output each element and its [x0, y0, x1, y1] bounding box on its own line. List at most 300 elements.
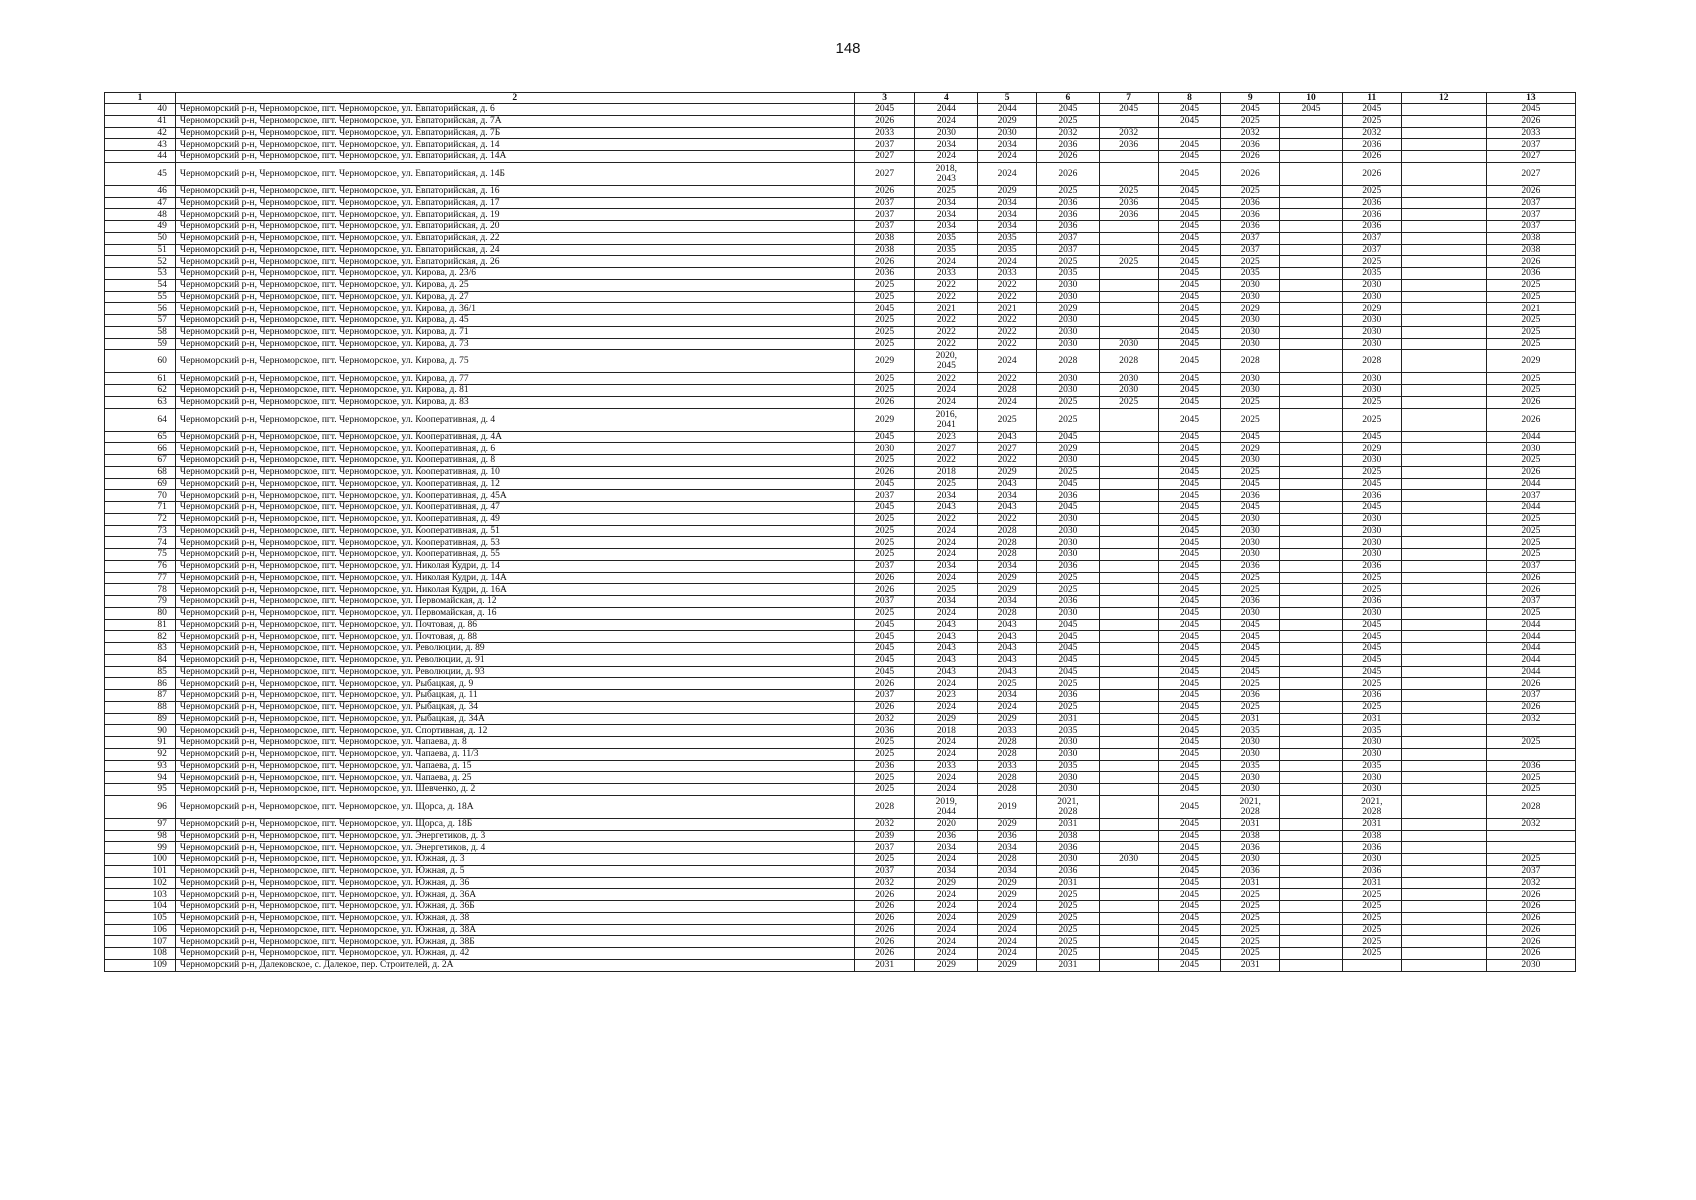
year-cell: 2030	[1037, 607, 1100, 619]
table-row	[105, 830, 1576, 842]
year-cell	[1401, 748, 1486, 760]
address-cell: Черноморский р-н, Черноморское, пгт. Черноморское, ул. Революции, д. 91	[175, 654, 854, 666]
year-cell: 2045	[854, 478, 915, 490]
year-cell: 2029	[915, 959, 978, 971]
year-cell: 2035	[1342, 725, 1401, 737]
year-cell	[1280, 784, 1343, 796]
year-cell: 2025	[1342, 408, 1401, 431]
row-number-cell: 56	[105, 303, 176, 315]
year-cell: 2045	[1221, 478, 1280, 490]
address-cell: Черноморский р-н, Черноморское, пгт. Черноморское, ул. Кооперативная, д. 4А	[175, 431, 854, 443]
year-cell: 2022	[915, 338, 978, 350]
year-cell: 2030	[1342, 385, 1401, 397]
year-cell: 2035	[1037, 725, 1100, 737]
year-cell: 2036	[1037, 490, 1100, 502]
year-cell: 2025	[854, 385, 915, 397]
year-cell	[1280, 115, 1343, 127]
year-cell: 2045	[1158, 408, 1221, 431]
year-cell	[1280, 408, 1343, 431]
year-cell	[1401, 443, 1486, 455]
year-cell	[1099, 537, 1158, 549]
year-cell: 2028	[978, 854, 1037, 866]
year-cell: 2030	[1221, 385, 1280, 397]
row-number-cell: 80	[105, 607, 176, 619]
year-cell	[1280, 139, 1343, 151]
address-cell: Черноморский р-н, Черноморское, пгт. Черноморское, ул. Евпаторийская, д. 14А	[175, 151, 854, 163]
year-cell: 2045	[1158, 666, 1221, 678]
year-cell	[1280, 549, 1343, 561]
year-cell: 2025	[1342, 256, 1401, 268]
year-cell: 2043	[978, 502, 1037, 514]
row-number-cell: 59	[105, 338, 176, 350]
year-cell: 2038	[1221, 830, 1280, 842]
year-cell	[1099, 784, 1158, 796]
year-cell: 2025	[1342, 466, 1401, 478]
column-header: 8	[1158, 93, 1221, 104]
year-cell	[1099, 959, 1158, 971]
year-cell: 2045	[1158, 221, 1221, 233]
year-cell: 2022	[978, 326, 1037, 338]
year-cell: 2029	[978, 713, 1037, 725]
year-cell	[1099, 690, 1158, 702]
year-cell	[1401, 209, 1486, 221]
year-cell	[1486, 748, 1575, 760]
table-row	[105, 232, 1576, 244]
year-cell	[1280, 854, 1343, 866]
year-cell: 2024	[978, 948, 1037, 960]
year-cell	[1099, 303, 1158, 315]
year-cell	[1401, 338, 1486, 350]
table-row	[105, 221, 1576, 233]
year-cell: 2031	[1037, 959, 1100, 971]
year-cell: 2034	[978, 842, 1037, 854]
year-cell: 2029	[978, 572, 1037, 584]
year-cell: 2036	[854, 725, 915, 737]
year-cell: 2038	[1486, 232, 1575, 244]
year-cell	[1280, 466, 1343, 478]
year-cell: 2025	[1037, 901, 1100, 913]
year-cell: 2030	[1037, 279, 1100, 291]
year-cell	[1099, 877, 1158, 889]
year-cell	[1099, 654, 1158, 666]
address-cell: Черноморский р-н, Черноморское, пгт. Черноморское, ул. Южная, д. 42	[175, 948, 854, 960]
year-cell	[1401, 197, 1486, 209]
year-line: 2019,	[935, 796, 958, 807]
year-cell: 2034	[978, 560, 1037, 572]
year-cell	[1401, 912, 1486, 924]
row-number-cell: 84	[105, 654, 176, 666]
year-cell	[1099, 549, 1158, 561]
year-cell	[1099, 795, 1158, 818]
year-cell: 2045	[854, 431, 915, 443]
year-cell: 2025	[1486, 772, 1575, 784]
year-cell: 2035	[1342, 268, 1401, 280]
year-cell: 2031	[1342, 713, 1401, 725]
year-cell: 2024	[915, 784, 978, 796]
year-cell: 2029	[1037, 303, 1100, 315]
year-cell: 2044	[1486, 654, 1575, 666]
year-cell: 2026	[1486, 572, 1575, 584]
year-cell: 2045	[1221, 643, 1280, 655]
year-cell	[1280, 315, 1343, 327]
year-cell: 2032	[1099, 127, 1158, 139]
year-cell	[1486, 842, 1575, 854]
address-cell: Черноморский р-н, Черноморское, пгт. Черноморское, ул. Почтовая, д. 88	[175, 631, 854, 643]
year-cell: 2034	[915, 560, 978, 572]
year-cell	[1401, 232, 1486, 244]
year-cell: 2031	[1037, 877, 1100, 889]
year-cell: 2024	[978, 162, 1037, 185]
table-row	[105, 525, 1576, 537]
year-cell	[1280, 901, 1343, 913]
year-cell: 2034	[915, 221, 978, 233]
year-cell	[1280, 197, 1343, 209]
year-cell: 2045	[1342, 643, 1401, 655]
year-cell: 2025	[1486, 607, 1575, 619]
year-cell: 2036	[854, 760, 915, 772]
year-cell: 2045	[1221, 619, 1280, 631]
address-cell: Черноморский р-н, Черноморское, пгт. Черноморское, ул. Революции, д. 93	[175, 666, 854, 678]
year-cell: 2045	[1342, 654, 1401, 666]
year-cell: 2030	[1342, 748, 1401, 760]
year-cell	[1280, 795, 1343, 818]
year-cell: 2032	[854, 877, 915, 889]
year-cell: 2025	[1037, 466, 1100, 478]
year-cell	[1099, 619, 1158, 631]
year-cell: 2032	[1342, 127, 1401, 139]
year-cell: 2036	[1037, 560, 1100, 572]
year-cell: 2036	[1221, 139, 1280, 151]
year-cell	[1099, 912, 1158, 924]
year-cell	[1401, 631, 1486, 643]
year-cell: 2036	[1342, 209, 1401, 221]
year-cell	[1401, 959, 1486, 971]
year-cell: 2036	[1342, 560, 1401, 572]
year-cell: 2043	[915, 643, 978, 655]
year-cell: 2030	[1342, 784, 1401, 796]
table-row	[105, 513, 1576, 525]
year-cell	[1401, 162, 1486, 185]
year-cell: 2034	[978, 209, 1037, 221]
table-row	[105, 560, 1576, 572]
year-cell: 2028	[978, 607, 1037, 619]
year-cell: 2030	[1037, 737, 1100, 749]
year-cell: 2037	[1342, 232, 1401, 244]
year-cell: 2045	[1037, 643, 1100, 655]
year-cell: 2025	[854, 748, 915, 760]
year-cell	[1280, 373, 1343, 385]
table-row	[105, 443, 1576, 455]
year-cell	[1280, 232, 1343, 244]
year-cell: 2030	[1037, 549, 1100, 561]
year-cell: 2025	[1342, 115, 1401, 127]
year-cell: 2032	[854, 818, 915, 830]
year-cell	[1280, 478, 1343, 490]
page-number: 148	[835, 40, 861, 57]
year-cell	[1099, 315, 1158, 327]
row-number-cell: 94	[105, 772, 176, 784]
year-cell	[915, 408, 978, 431]
table-row	[105, 959, 1576, 971]
year-cell: 2036	[1099, 139, 1158, 151]
year-cell: 2025	[1486, 315, 1575, 327]
year-cell	[1401, 315, 1486, 327]
year-cell: 2031	[1342, 818, 1401, 830]
year-cell: 2045	[1158, 443, 1221, 455]
address-cell: Черноморский р-н, Черноморское, пгт. Черноморское, ул. Николая Кудри, д. 14	[175, 560, 854, 572]
table-row	[105, 643, 1576, 655]
year-cell: 2034	[915, 197, 978, 209]
year-cell: 2025	[1486, 373, 1575, 385]
year-cell: 2030	[1037, 315, 1100, 327]
address-cell: Черноморский р-н, Черноморское, пгт. Черноморское, ул. Кирова, д. 27	[175, 291, 854, 303]
year-cell: 2034	[915, 139, 978, 151]
year-cell: 2025	[854, 513, 915, 525]
year-cell: 2033	[978, 268, 1037, 280]
column-header: 5	[978, 93, 1037, 104]
table-row	[105, 139, 1576, 151]
year-cell: 2030	[1342, 338, 1401, 350]
table-row	[105, 795, 1576, 818]
year-line: 2021,	[1239, 796, 1261, 807]
year-cell	[1280, 185, 1343, 197]
year-cell: 2025	[1221, 701, 1280, 713]
year-cell	[1401, 350, 1486, 373]
year-cell: 2030	[1037, 854, 1100, 866]
year-cell: 2045	[1158, 948, 1221, 960]
year-cell	[1221, 795, 1280, 818]
year-cell: 2024	[915, 115, 978, 127]
year-cell: 2035	[915, 232, 978, 244]
year-line: 2021,	[1361, 796, 1383, 807]
year-cell: 2030	[1221, 737, 1280, 749]
year-cell: 2030	[1221, 607, 1280, 619]
row-number-cell: 96	[105, 795, 176, 818]
column-header: 3	[854, 93, 915, 104]
table-row	[105, 690, 1576, 702]
year-cell: 2029	[978, 466, 1037, 478]
year-cell: 2025	[854, 854, 915, 866]
year-cell: 2034	[978, 865, 1037, 877]
year-cell: 2045	[1158, 185, 1221, 197]
table-row	[105, 385, 1576, 397]
year-cell	[1401, 151, 1486, 163]
address-cell: Черноморский р-н, Черноморское, пгт. Черноморское, ул. Энергетиков, д. 3	[175, 830, 854, 842]
year-cell: 2045	[1158, 513, 1221, 525]
year-cell: 2028	[978, 385, 1037, 397]
year-cell: 2045	[1158, 784, 1221, 796]
year-cell: 2025	[1342, 889, 1401, 901]
year-cell: 2044	[1486, 431, 1575, 443]
year-cell	[1099, 431, 1158, 443]
row-number-cell: 98	[105, 830, 176, 842]
row-number-cell: 99	[105, 842, 176, 854]
row-number-cell: 95	[105, 784, 176, 796]
year-cell: 2026	[1342, 162, 1401, 185]
year-cell	[1401, 572, 1486, 584]
table-row	[105, 408, 1576, 431]
year-cell: 2024	[915, 396, 978, 408]
year-cell: 2024	[915, 256, 978, 268]
address-cell: Черноморский р-н, Черноморское, пгт. Черноморское, ул. Кирова, д. 25	[175, 279, 854, 291]
year-cell: 2037	[1486, 490, 1575, 502]
year-cell: 2026	[1221, 162, 1280, 185]
table-row	[105, 877, 1576, 889]
year-cell: 2045	[1158, 690, 1221, 702]
year-cell: 2045	[1158, 596, 1221, 608]
year-cell: 2025	[1342, 948, 1401, 960]
year-cell: 2045	[1158, 303, 1221, 315]
year-cell: 2045	[1158, 478, 1221, 490]
year-cell: 2025	[854, 537, 915, 549]
year-cell: 2030	[1037, 455, 1100, 467]
year-cell: 2030	[1221, 772, 1280, 784]
year-cell: 2043	[978, 619, 1037, 631]
year-cell: 2029	[978, 818, 1037, 830]
year-cell: 2025	[1486, 549, 1575, 561]
year-line: 2043	[936, 173, 956, 184]
year-cell: 2029	[1342, 443, 1401, 455]
year-cell: 2045	[1158, 209, 1221, 221]
year-cell: 2026	[854, 185, 915, 197]
year-cell: 2045	[1037, 431, 1100, 443]
year-cell: 2045	[1158, 197, 1221, 209]
year-cell: 2020	[915, 818, 978, 830]
address-cell: Черноморский р-н, Черноморское, пгт. Черноморское, ул. Южная, д. 36А	[175, 889, 854, 901]
year-cell: 2024	[915, 701, 978, 713]
year-cell: 2036	[1342, 197, 1401, 209]
year-cell: 2027	[1486, 162, 1575, 185]
year-cell: 2031	[1342, 877, 1401, 889]
table-row	[105, 701, 1576, 713]
table-row	[105, 572, 1576, 584]
year-cell: 2025	[1221, 948, 1280, 960]
table-row	[105, 854, 1576, 866]
row-number-cell: 85	[105, 666, 176, 678]
year-cell: 2037	[854, 209, 915, 221]
year-cell	[1401, 549, 1486, 561]
table-row	[105, 607, 1576, 619]
year-cell: 2026	[854, 678, 915, 690]
table-row	[105, 127, 1576, 139]
year-cell: 2045	[1158, 490, 1221, 502]
table-row	[105, 291, 1576, 303]
year-cell: 2037	[1486, 139, 1575, 151]
year-cell: 2025	[978, 408, 1037, 431]
year-cell: 2025	[1342, 185, 1401, 197]
year-cell: 2035	[1221, 760, 1280, 772]
row-number-cell: 50	[105, 232, 176, 244]
year-cell: 2045	[1158, 151, 1221, 163]
row-number-cell: 101	[105, 865, 176, 877]
year-cell: 2045	[1342, 666, 1401, 678]
year-cell: 2034	[978, 139, 1037, 151]
year-cell	[1401, 643, 1486, 655]
year-cell: 2030	[1221, 513, 1280, 525]
year-cell: 2025	[1221, 912, 1280, 924]
address-cell: Черноморский р-н, Черноморское, пгт. Черноморское, ул. Николая Кудри, д. 16А	[175, 584, 854, 596]
year-cell: 2045	[1158, 737, 1221, 749]
year-cell: 2026	[854, 912, 915, 924]
year-line: 2028	[1058, 806, 1078, 817]
year-cell: 2030	[1221, 748, 1280, 760]
year-cell: 2036	[1037, 221, 1100, 233]
row-number-cell: 74	[105, 537, 176, 549]
year-cell: 2024	[915, 537, 978, 549]
year-cell: 2029	[1037, 443, 1100, 455]
year-cell: 2036	[1342, 221, 1401, 233]
year-cell: 2025	[1221, 584, 1280, 596]
year-cell: 2031	[1221, 877, 1280, 889]
year-cell: 2021	[915, 303, 978, 315]
year-cell: 2036	[1486, 268, 1575, 280]
year-cell: 2025	[1221, 572, 1280, 584]
row-number-cell: 54	[105, 279, 176, 291]
row-number-cell: 61	[105, 373, 176, 385]
year-cell	[1401, 713, 1486, 725]
table-row	[105, 350, 1576, 373]
year-cell: 2045	[854, 104, 915, 116]
year-cell: 2025	[854, 338, 915, 350]
year-cell: 2045	[1158, 139, 1221, 151]
year-cell: 2025	[1037, 936, 1100, 948]
year-cell: 2025	[1037, 889, 1100, 901]
year-cell	[1401, 654, 1486, 666]
address-cell: Черноморский р-н, Черноморское, пгт. Черноморское, ул. Кооперативная, д. 55	[175, 549, 854, 561]
year-cell: 2030	[1342, 291, 1401, 303]
year-cell: 2036	[1342, 865, 1401, 877]
year-cell: 2029	[978, 889, 1037, 901]
table-row	[105, 256, 1576, 268]
column-header: 13	[1486, 93, 1575, 104]
year-cell: 2045	[1158, 549, 1221, 561]
row-number-cell: 58	[105, 326, 176, 338]
year-cell: 2025	[1342, 901, 1401, 913]
year-cell	[1099, 865, 1158, 877]
table-row	[105, 396, 1576, 408]
year-cell: 2023	[915, 431, 978, 443]
year-cell: 2030	[1342, 607, 1401, 619]
year-cell	[1280, 162, 1343, 185]
year-cell	[1099, 607, 1158, 619]
year-cell: 2030	[1342, 525, 1401, 537]
year-cell: 2045	[1158, 631, 1221, 643]
address-cell: Черноморский р-н, Черноморское, пгт. Черноморское, ул. Щорса, д. 18Б	[175, 818, 854, 830]
column-header: 12	[1401, 93, 1486, 104]
year-cell	[1280, 678, 1343, 690]
year-cell: 2045	[1158, 291, 1221, 303]
year-cell	[1099, 443, 1158, 455]
year-cell: 2034	[915, 596, 978, 608]
year-cell: 2036	[1221, 560, 1280, 572]
row-number-cell: 93	[105, 760, 176, 772]
row-number-cell: 97	[105, 818, 176, 830]
year-cell: 2025	[1486, 338, 1575, 350]
year-cell: 2030	[1099, 385, 1158, 397]
year-cell: 2030	[1342, 326, 1401, 338]
year-cell	[1099, 151, 1158, 163]
year-line: 2028	[1362, 806, 1382, 817]
year-cell: 2026	[1486, 889, 1575, 901]
year-cell: 2045	[1158, 373, 1221, 385]
year-cell: 2044	[1486, 643, 1575, 655]
year-cell: 2045	[1158, 256, 1221, 268]
year-cell: 2036	[1221, 690, 1280, 702]
row-number-cell: 48	[105, 209, 176, 221]
address-cell: Черноморский р-н, Черноморское, пгт. Черноморское, ул. Южная, д. 36	[175, 877, 854, 889]
year-cell: 2032	[1486, 713, 1575, 725]
year-cell: 2034	[915, 490, 978, 502]
